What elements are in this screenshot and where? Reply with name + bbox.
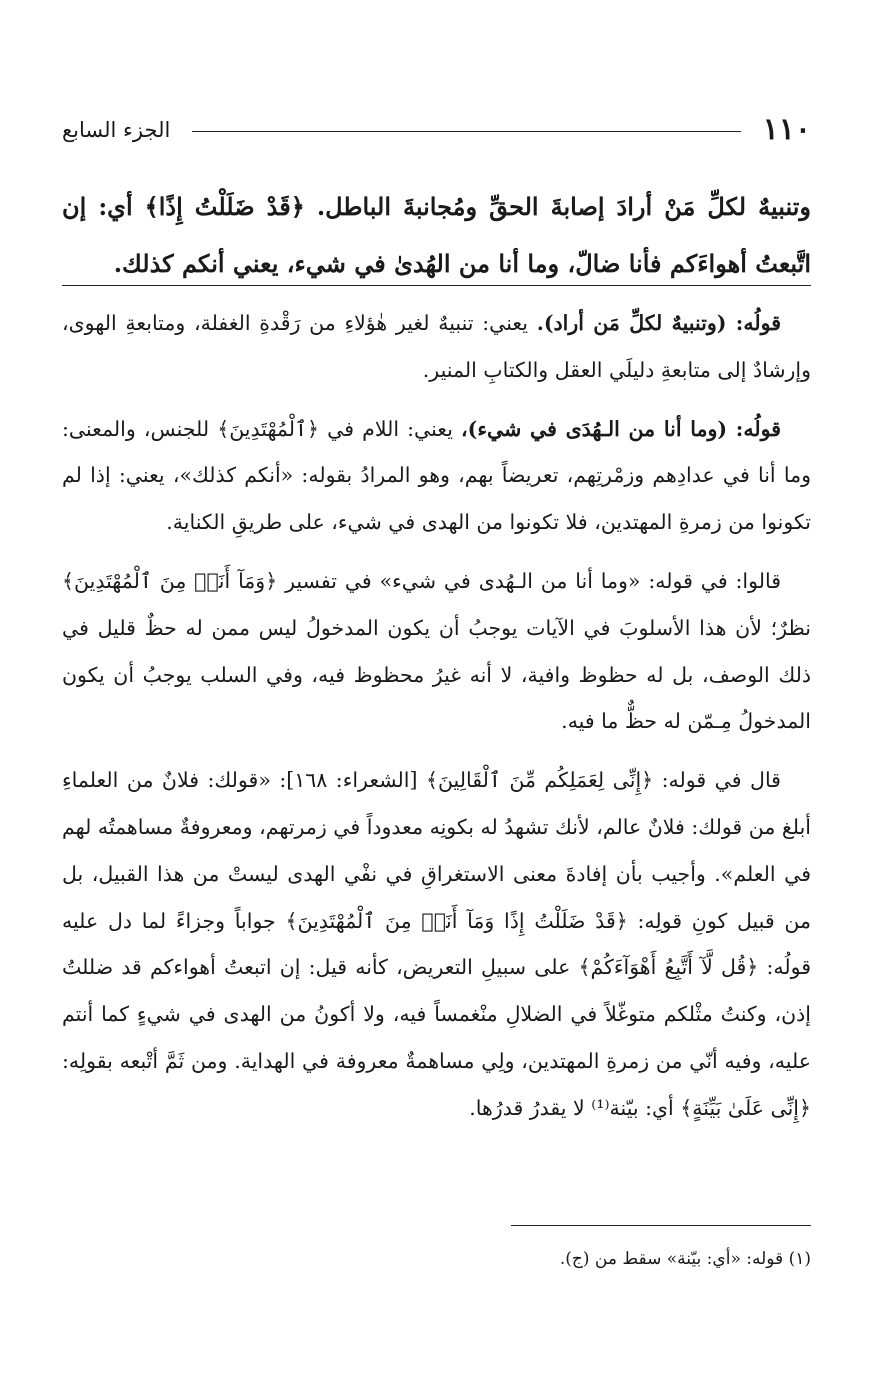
footnote: (١) قوله: «أي: بيّنة» سقط من (ج).: [559, 1249, 811, 1269]
main-text: وتنبيهٌ لكلِّ مَنْ أرادَ إصابةَ الحقِّ ومُجانبةَ الباطل. ﴿قَدْ ضَلَلْتُ إِذًا﴾ أي: إن اتَّبعتُ أهواءَكم فأنا ضالّ، وما أنا من الهُدىٰ في شيء، يعني أنكم كذلك.: [62, 192, 811, 278]
commentary-paragraph: [62, 406, 811, 546]
paragraph-lead: قولُه: (وتنبيهٌ لكلِّ مَن أراد).: [536, 311, 782, 335]
commentary-paragraph: [62, 558, 811, 745]
header-rule: [192, 131, 740, 132]
commentary-paragraph: [62, 300, 811, 394]
page-number: ١١٠: [762, 112, 811, 147]
footnote-divider: [511, 1225, 811, 1226]
paragraph-body: يعني: اللام في ﴿ٱلْمُهْتَدِينَ﴾ للجنس، والمعنى: وما أنا في عدادِهم وزمْرتِهم، تعريضاً بهم، وهو المرادُ بقوله: «أنكم كذلك»، يعني: إذا لم تكونوا من زمرةِ المهتدين، فلا تكونوا من الهدى في شيء، على طريقِ الكناية.: [62, 416, 811, 535]
commentary-paragraph: [62, 757, 811, 1131]
commentary: [62, 300, 811, 1144]
running-header: [62, 112, 811, 147]
paragraph-lead: قولُه: (وما أنا من الـهُدَى في شيء)،: [461, 416, 781, 441]
paragraph-body: قال في قوله: ﴿إِنِّى لِعَمَلِكُم مِّنَ ٱلْقَالِينَ﴾ [الشعراء: ١٦٨]: «قولك: فلانٌ من العلماءِ أبلغ من قولك: فلانٌ عالم، لأنك تشهدُ له بكونِه معدوداً في زمرتهم، ومعروفةٌ مساهمتُه لهم في العلم». وأجيب بأن إفادةَ معنى الاستغراقِ في نفْي الهدى ليستْ من هذا القبيل، بل من قبيل كونِ قولِه: ﴿قَدْ ضَلَلْتُ إِذًا وَمَآ أَنَا۠ مِنَ ٱلْمُهْتَدِينَ﴾ جواباً وجزاءً لما دل عليه قولُه: ﴿قُل لَّآ أَتَّبِعُ أَهْوَآءَكُمْ﴾ على سبيلِ التعريض، كأنه قيل: إن اتبعتُ أهواءكم قد ضللتُ إذن، وكنتُ مثْلكم متوغّلاً في الضلالِ منْغمساً فيه، ولا أكونُ من الهدى في شيءٍ كما أنتم عليه، وفيه أنّي من زمرةِ المهتدين، ولِي مساهمةٌ معروفة في الهداية. ومن ثَمَّ أتْبعه بقولِه: ﴿إِنِّى عَلَىٰ بَيِّنَةٍ﴾ أي: بيّنة⁽¹⁾ لا يقدرُ قدرُها.: [62, 768, 811, 1120]
paragraph-body: يعني: تنبيهٌ لغير هٰؤلاءِ من رَقْدةِ الغفلة، ومتابعةِ الهوى، وإرشادٌ إلى متابعةِ دليلَي العقل والكتابِ المنير.: [62, 311, 811, 382]
main-text-divider: [62, 285, 811, 286]
paragraph-body: قالوا: في قوله: «وما أنا من الـهُدى في شيء» في تفسير ﴿وَمَآ أَنَا۠ مِنَ ٱلْمُهْتَدِينَ﴾ نظرٌ؛ لأن هذا الأسلوبَ في الآيات يوجبُ أن يكون المدخولُ ليس ممن له حظٌ قليل في ذلك الوصف، بل له حظوظ وافية، لا أنه غيرُ محظوظ فيه، وفي السلب يوجبُ أن يكون المدخولُ مِـمّن له حظٌّ ما فيه.: [62, 568, 811, 734]
volume-title: الجزء السابع: [62, 117, 171, 142]
